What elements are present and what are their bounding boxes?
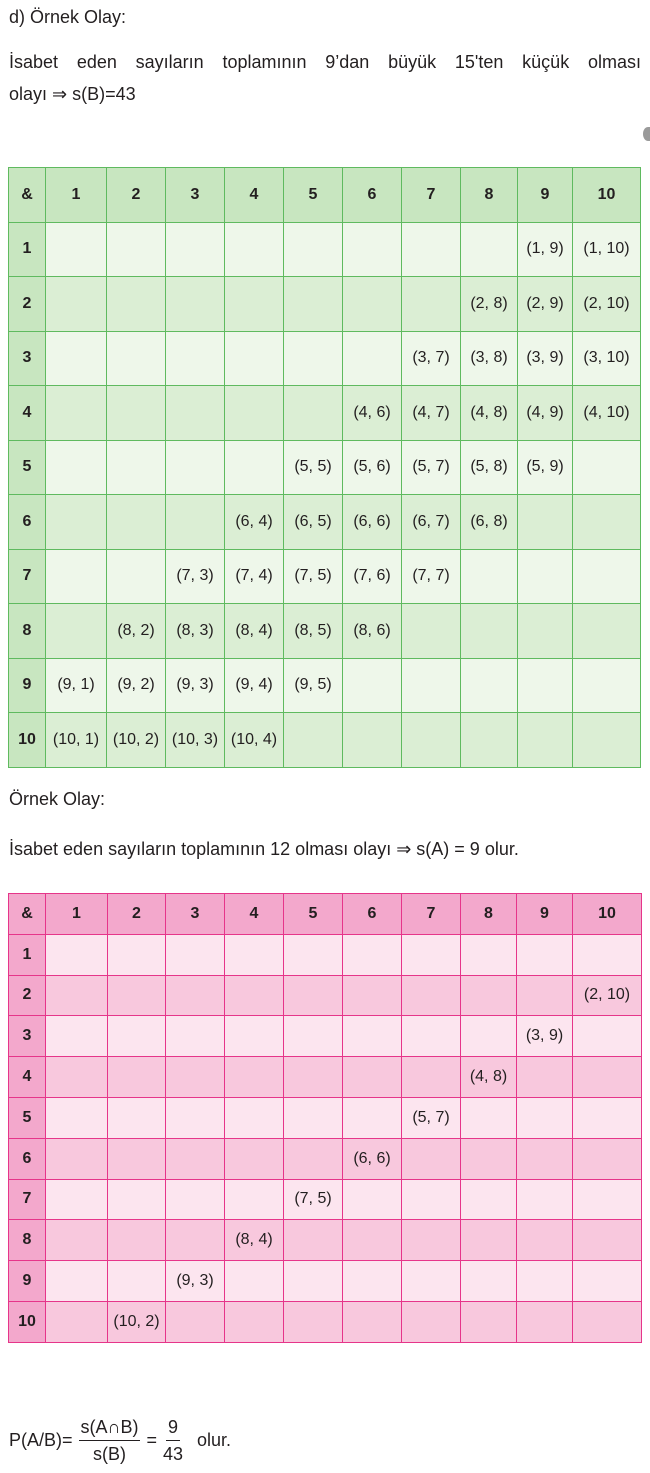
table-cell: (6, 8) bbox=[461, 495, 518, 550]
table-cell bbox=[461, 1301, 517, 1342]
table-cell bbox=[573, 713, 641, 768]
table-cell bbox=[225, 386, 284, 441]
fraction-denominator: s(B) bbox=[93, 1443, 126, 1464]
table-cell bbox=[461, 975, 517, 1016]
table-row bbox=[9, 1301, 642, 1342]
table-cell: (4, 6) bbox=[343, 386, 402, 441]
table-cell: (7, 5) bbox=[284, 549, 343, 604]
table-cell bbox=[573, 1138, 642, 1179]
table-cell bbox=[108, 1179, 166, 1220]
table-cell: (5, 9) bbox=[518, 440, 573, 495]
column-header: 5 bbox=[284, 168, 343, 223]
column-header: 5 bbox=[284, 894, 343, 935]
table-cell bbox=[517, 1097, 573, 1138]
column-header: 1 bbox=[46, 894, 108, 935]
table-cell bbox=[166, 277, 225, 332]
table-row bbox=[9, 1016, 642, 1057]
table-row bbox=[9, 713, 641, 768]
table-cell bbox=[108, 1016, 166, 1057]
table-row bbox=[9, 1138, 642, 1179]
table-cell: (1, 10) bbox=[573, 222, 641, 277]
table-cell bbox=[225, 277, 284, 332]
table-cell: (3, 7) bbox=[402, 331, 461, 386]
table-cell bbox=[402, 1220, 461, 1261]
table-cell bbox=[46, 1138, 108, 1179]
table-cell: (10, 2) bbox=[108, 1301, 166, 1342]
table-cell bbox=[107, 386, 166, 441]
table-cell bbox=[518, 604, 573, 659]
table-cell bbox=[284, 277, 343, 332]
table-cell bbox=[573, 1220, 642, 1261]
fraction-numerator: 9 bbox=[166, 1416, 180, 1441]
table-cell bbox=[166, 1016, 225, 1057]
table-row bbox=[9, 1179, 642, 1220]
column-header: 6 bbox=[343, 894, 402, 935]
table-cell bbox=[166, 1138, 225, 1179]
table-cell bbox=[46, 440, 107, 495]
table-cell bbox=[573, 604, 641, 659]
table-cell bbox=[225, 975, 284, 1016]
table-cell bbox=[461, 1097, 517, 1138]
table-cell bbox=[517, 934, 573, 975]
table-cell bbox=[225, 1261, 284, 1302]
table-cell: (9, 5) bbox=[284, 658, 343, 713]
example-title: Örnek Olay: bbox=[9, 789, 106, 809]
table-cell: (6, 6) bbox=[343, 1138, 402, 1179]
row-header: 2 bbox=[9, 277, 46, 332]
table-cell bbox=[573, 1261, 642, 1302]
green-outcome-table bbox=[8, 167, 641, 768]
table-cell bbox=[166, 222, 225, 277]
table-cell: (9, 1) bbox=[46, 658, 107, 713]
row-header: 7 bbox=[9, 549, 46, 604]
table-cell bbox=[517, 1138, 573, 1179]
table-cell bbox=[225, 1016, 284, 1057]
table-cell bbox=[518, 713, 573, 768]
table-cell bbox=[573, 440, 641, 495]
table-cell bbox=[402, 1016, 461, 1057]
table-cell: (8, 6) bbox=[343, 604, 402, 659]
table-cell bbox=[517, 1261, 573, 1302]
column-header: 9 bbox=[517, 894, 573, 935]
table-cell bbox=[108, 1138, 166, 1179]
table-cell bbox=[46, 604, 107, 659]
table-cell bbox=[402, 934, 461, 975]
row-header: 1 bbox=[9, 934, 46, 975]
table-row bbox=[9, 1261, 642, 1302]
table-cell: (7, 4) bbox=[225, 549, 284, 604]
table-cell: (4, 10) bbox=[573, 386, 641, 441]
table-cell bbox=[284, 331, 343, 386]
table-cell: (7, 6) bbox=[343, 549, 402, 604]
table-cell: (8, 4) bbox=[225, 604, 284, 659]
table-cell bbox=[46, 277, 107, 332]
table-cell bbox=[402, 1179, 461, 1220]
section-heading: d) Örnek Olay: bbox=[9, 7, 127, 27]
table-cell bbox=[402, 604, 461, 659]
table-row bbox=[9, 604, 641, 659]
table-cell bbox=[284, 1261, 343, 1302]
row-header: 9 bbox=[9, 658, 46, 713]
column-header: 4 bbox=[225, 168, 284, 223]
table-row bbox=[9, 1220, 642, 1261]
table-cell bbox=[402, 975, 461, 1016]
table-cell bbox=[46, 1016, 108, 1057]
pink-outcome-table bbox=[8, 893, 642, 1343]
table-cell bbox=[46, 1261, 108, 1302]
row-header: 4 bbox=[9, 1057, 46, 1098]
table-cell bbox=[402, 222, 461, 277]
table-cell bbox=[461, 604, 518, 659]
table-cell bbox=[107, 440, 166, 495]
fraction-result bbox=[163, 1416, 183, 1465]
table-cell bbox=[461, 658, 518, 713]
table-cell bbox=[402, 658, 461, 713]
table-cell bbox=[225, 934, 284, 975]
table-cell bbox=[108, 1097, 166, 1138]
column-header: 2 bbox=[108, 894, 166, 935]
table-cell bbox=[343, 1016, 402, 1057]
table-cell bbox=[46, 934, 108, 975]
table-cell bbox=[402, 1301, 461, 1342]
column-header: 7 bbox=[402, 894, 461, 935]
table-cell bbox=[343, 1301, 402, 1342]
fraction-numerator: s(A∩B) bbox=[79, 1416, 141, 1441]
table-cell bbox=[343, 1057, 402, 1098]
table-cell bbox=[284, 386, 343, 441]
table-cell: (8, 2) bbox=[107, 604, 166, 659]
table-cell bbox=[225, 331, 284, 386]
table-cell bbox=[108, 975, 166, 1016]
table-cell bbox=[402, 1138, 461, 1179]
table-cell bbox=[343, 975, 402, 1016]
event-b-count: olayı ⇒ s(B)=43 bbox=[9, 84, 136, 104]
table-cell bbox=[573, 1057, 642, 1098]
table-corner-cell: & bbox=[9, 894, 46, 935]
row-header: 4 bbox=[9, 386, 46, 441]
row-header: 5 bbox=[9, 1097, 46, 1138]
table-header-row bbox=[9, 894, 642, 935]
table-cell bbox=[573, 1301, 642, 1342]
table-row bbox=[9, 386, 641, 441]
table-cell bbox=[46, 495, 107, 550]
table-cell bbox=[166, 1097, 225, 1138]
table-cell bbox=[107, 331, 166, 386]
table-cell bbox=[518, 549, 573, 604]
table-row bbox=[9, 222, 641, 277]
table-cell bbox=[517, 1057, 573, 1098]
table-cell bbox=[461, 549, 518, 604]
table-row bbox=[9, 934, 642, 975]
fraction-denominator: 43 bbox=[162, 1443, 184, 1464]
table-cell bbox=[46, 331, 107, 386]
table-cell: (10, 1) bbox=[46, 713, 107, 768]
table-cell bbox=[46, 222, 107, 277]
table-cell: (2, 10) bbox=[573, 277, 641, 332]
table-cell: (5, 7) bbox=[402, 440, 461, 495]
table-cell: (2, 9) bbox=[518, 277, 573, 332]
table-cell: (7, 7) bbox=[402, 549, 461, 604]
row-header: 2 bbox=[9, 975, 46, 1016]
table-cell bbox=[573, 495, 641, 550]
column-header: 3 bbox=[166, 894, 225, 935]
table-cell: (4, 8) bbox=[461, 386, 518, 441]
table-cell bbox=[107, 549, 166, 604]
table-cell bbox=[518, 658, 573, 713]
row-header: 7 bbox=[9, 1179, 46, 1220]
table-cell bbox=[225, 1138, 284, 1179]
row-header: 6 bbox=[9, 495, 46, 550]
table-cell bbox=[517, 1301, 573, 1342]
table-cell bbox=[46, 1179, 108, 1220]
table-corner-cell: & bbox=[9, 168, 46, 223]
table-cell bbox=[46, 1220, 108, 1261]
table-cell bbox=[517, 1179, 573, 1220]
table-cell bbox=[343, 1261, 402, 1302]
table-cell bbox=[166, 331, 225, 386]
table-cell: (2, 10) bbox=[573, 975, 642, 1016]
table-cell bbox=[402, 713, 461, 768]
table-cell bbox=[461, 934, 517, 975]
table-cell: (3, 9) bbox=[518, 331, 573, 386]
table-cell bbox=[461, 1261, 517, 1302]
column-header: 4 bbox=[225, 894, 284, 935]
table-cell bbox=[284, 1057, 343, 1098]
page-edge-mark bbox=[643, 127, 650, 141]
table-row bbox=[9, 440, 641, 495]
row-header: 10 bbox=[9, 713, 46, 768]
table-cell: (6, 6) bbox=[343, 495, 402, 550]
table-cell bbox=[284, 934, 343, 975]
table-cell bbox=[343, 1220, 402, 1261]
event-b-description: İsabet eden sayıların toplamının 9’dan büyük 15'ten küçük olması bbox=[9, 52, 641, 72]
table-cell bbox=[343, 331, 402, 386]
table-cell bbox=[166, 975, 225, 1016]
row-header: 1 bbox=[9, 222, 46, 277]
table-cell: (3, 10) bbox=[573, 331, 641, 386]
table-cell bbox=[166, 495, 225, 550]
table-cell bbox=[284, 1097, 343, 1138]
table-cell bbox=[573, 549, 641, 604]
table-cell bbox=[573, 658, 641, 713]
column-header: 7 bbox=[402, 168, 461, 223]
table-cell bbox=[284, 1138, 343, 1179]
table-row bbox=[9, 658, 641, 713]
table-cell bbox=[166, 1057, 225, 1098]
table-cell bbox=[108, 934, 166, 975]
table-cell: (9, 3) bbox=[166, 658, 225, 713]
formula-suffix: olur. bbox=[197, 1429, 232, 1450]
column-header: 9 bbox=[518, 168, 573, 223]
table-cell bbox=[284, 975, 343, 1016]
column-header: 10 bbox=[573, 168, 641, 223]
fraction-intersection-over-b bbox=[79, 1416, 141, 1465]
table-cell bbox=[518, 495, 573, 550]
table-cell bbox=[166, 1301, 225, 1342]
table-cell bbox=[343, 934, 402, 975]
table-cell: (6, 4) bbox=[225, 495, 284, 550]
table-cell bbox=[573, 1097, 642, 1138]
table-cell bbox=[343, 277, 402, 332]
table-cell: (8, 3) bbox=[166, 604, 225, 659]
table-cell: (10, 2) bbox=[107, 713, 166, 768]
table-cell: (8, 5) bbox=[284, 604, 343, 659]
row-header: 3 bbox=[9, 331, 46, 386]
table-cell bbox=[46, 386, 107, 441]
table-cell bbox=[284, 713, 343, 768]
table-cell bbox=[284, 1016, 343, 1057]
table-cell bbox=[107, 277, 166, 332]
table-cell: (8, 4) bbox=[225, 1220, 284, 1261]
table-cell: (9, 2) bbox=[107, 658, 166, 713]
table-cell bbox=[225, 222, 284, 277]
row-header: 9 bbox=[9, 1261, 46, 1302]
table-row bbox=[9, 975, 642, 1016]
row-header: 8 bbox=[9, 604, 46, 659]
event-a-description: İsabet eden sayıların toplamının 12 olması olayı ⇒ s(A) = 9 olur. bbox=[9, 839, 519, 859]
column-header: 8 bbox=[461, 894, 517, 935]
table-cell bbox=[46, 549, 107, 604]
table-cell bbox=[461, 713, 518, 768]
table-cell: (3, 9) bbox=[517, 1016, 573, 1057]
table-cell: (4, 8) bbox=[461, 1057, 517, 1098]
table-row bbox=[9, 331, 641, 386]
table-cell bbox=[517, 1220, 573, 1261]
table-cell bbox=[108, 1057, 166, 1098]
table-cell: (9, 4) bbox=[225, 658, 284, 713]
table-cell: (10, 4) bbox=[225, 713, 284, 768]
table-cell bbox=[573, 1016, 642, 1057]
table-row bbox=[9, 495, 641, 550]
column-header: 3 bbox=[166, 168, 225, 223]
table-cell bbox=[166, 440, 225, 495]
table-cell: (6, 7) bbox=[402, 495, 461, 550]
table-cell bbox=[108, 1261, 166, 1302]
table-cell bbox=[284, 1301, 343, 1342]
table-cell: (6, 5) bbox=[284, 495, 343, 550]
table-cell bbox=[343, 1179, 402, 1220]
table-row bbox=[9, 277, 641, 332]
table-cell bbox=[402, 277, 461, 332]
table-cell: (5, 7) bbox=[402, 1097, 461, 1138]
table-cell bbox=[107, 222, 166, 277]
table-cell bbox=[166, 386, 225, 441]
table-cell: (7, 3) bbox=[166, 549, 225, 604]
table-cell bbox=[343, 1097, 402, 1138]
table-cell: (1, 9) bbox=[518, 222, 573, 277]
table-cell: (4, 9) bbox=[518, 386, 573, 441]
table-cell bbox=[402, 1057, 461, 1098]
table-cell bbox=[461, 1179, 517, 1220]
table-row bbox=[9, 549, 641, 604]
row-header: 8 bbox=[9, 1220, 46, 1261]
table-cell bbox=[46, 975, 108, 1016]
table-cell: (7, 5) bbox=[284, 1179, 343, 1220]
formula-lhs: P(A/B)= bbox=[9, 1429, 73, 1450]
table-cell bbox=[343, 713, 402, 768]
table-cell: (5, 8) bbox=[461, 440, 518, 495]
table-cell bbox=[108, 1220, 166, 1261]
table-cell bbox=[573, 1179, 642, 1220]
table-row bbox=[9, 1097, 642, 1138]
table-cell: (5, 5) bbox=[284, 440, 343, 495]
table-cell: (2, 8) bbox=[461, 277, 518, 332]
row-header: 3 bbox=[9, 1016, 46, 1057]
row-header: 10 bbox=[9, 1301, 46, 1342]
column-header: 8 bbox=[461, 168, 518, 223]
table-cell bbox=[573, 934, 642, 975]
table-cell bbox=[343, 222, 402, 277]
column-header: 6 bbox=[343, 168, 402, 223]
table-cell bbox=[225, 1179, 284, 1220]
table-cell bbox=[225, 1097, 284, 1138]
column-header: 10 bbox=[573, 894, 642, 935]
table-cell bbox=[225, 1057, 284, 1098]
table-cell: (4, 7) bbox=[402, 386, 461, 441]
table-cell bbox=[461, 222, 518, 277]
table-cell bbox=[461, 1016, 517, 1057]
table-header-row bbox=[9, 168, 641, 223]
table-cell bbox=[46, 1057, 108, 1098]
table-cell: (3, 8) bbox=[461, 331, 518, 386]
column-header: 2 bbox=[107, 168, 166, 223]
table-cell bbox=[225, 1301, 284, 1342]
table-row bbox=[9, 1057, 642, 1098]
table-cell bbox=[46, 1301, 108, 1342]
table-cell bbox=[402, 1261, 461, 1302]
table-cell bbox=[107, 495, 166, 550]
table-cell bbox=[225, 440, 284, 495]
table-cell bbox=[517, 975, 573, 1016]
table-cell bbox=[461, 1138, 517, 1179]
table-cell bbox=[166, 1179, 225, 1220]
conditional-probability-formula bbox=[9, 1412, 231, 1468]
table-cell bbox=[343, 658, 402, 713]
table-cell bbox=[284, 1220, 343, 1261]
row-header: 5 bbox=[9, 440, 46, 495]
row-header: 6 bbox=[9, 1138, 46, 1179]
table-cell bbox=[284, 222, 343, 277]
table-cell bbox=[166, 1220, 225, 1261]
table-cell: (10, 3) bbox=[166, 713, 225, 768]
table-cell bbox=[461, 1220, 517, 1261]
table-cell bbox=[166, 934, 225, 975]
table-cell: (9, 3) bbox=[166, 1261, 225, 1302]
column-header: 1 bbox=[46, 168, 107, 223]
formula-equals: = bbox=[146, 1429, 157, 1450]
table-cell: (5, 6) bbox=[343, 440, 402, 495]
table-cell bbox=[46, 1097, 108, 1138]
